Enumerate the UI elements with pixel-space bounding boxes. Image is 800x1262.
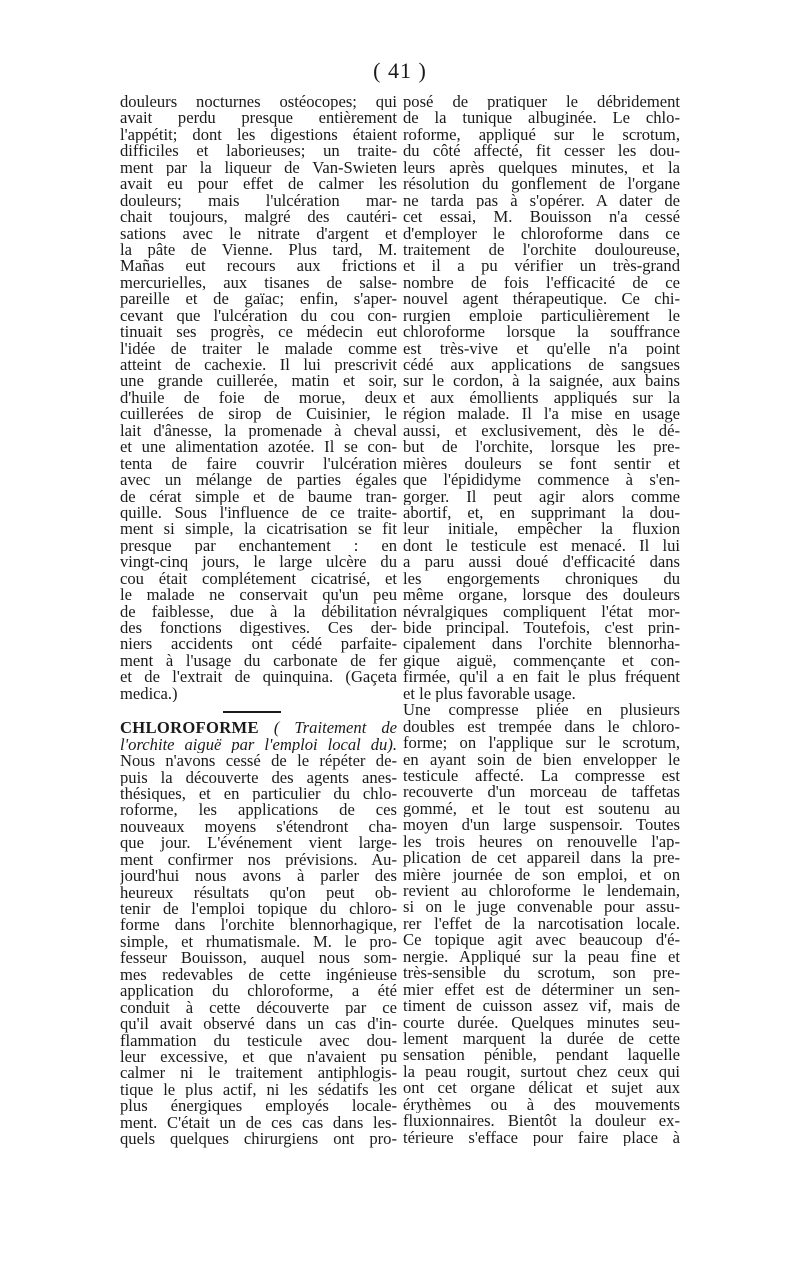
text-line: nouvel agent thérapeutique. Ce chi-: [403, 291, 680, 308]
text-line: ment à l'usage du carbonate de fer: [120, 652, 397, 670]
text-line: gique aiguë, commençante et con-: [403, 652, 680, 670]
text-line: atteint de cachexie. Il lui prescrivit: [120, 357, 397, 374]
page-number: ( 41 ): [373, 58, 427, 83]
text-line: ment par la liqueur de Van-Swieten: [120, 159, 397, 177]
text-line: lait d'ânesse, la promenade à cheval: [120, 422, 397, 440]
text-line: heureux résultats qu'on peut ob-: [120, 884, 397, 901]
text-line: même organe, lorsque des douleurs: [403, 587, 680, 604]
text-line: douleurs; mais l'ulcération mar-: [120, 192, 397, 210]
text-line: moyen d'un large suspensoir. Toutes: [403, 817, 680, 834]
text-line: ment si simple, la cicatrisation se fit: [120, 521, 397, 538]
text-line: nergie. Appliqué sur la peau fine et: [403, 948, 680, 966]
text-line: du côté affecté, fit cesser les dou-: [403, 143, 680, 160]
text-line: jourd'hui nous avons à parler des: [120, 868, 397, 885]
text-line: de faiblesse, due à la débilitation: [120, 603, 397, 620]
section-divider-rule: [223, 711, 281, 713]
text-line: tique le plus actif, ni les sédatifs les: [120, 1081, 397, 1099]
text-line: cet essai, M. Bouisson n'a cessé: [403, 209, 680, 226]
text-line: ne tarda pas à s'opérer. A dater de: [403, 192, 680, 210]
text-line: et le plus favorable usage.: [403, 685, 576, 703]
text-line: dont le testicule est menacé. Il lui: [403, 537, 680, 555]
text-line: application du chloroforme, a été: [120, 983, 397, 1000]
text-line: forme dans l'orchite blennorhagique,: [120, 917, 397, 934]
text-line: roforme, appliqué sur le scrotum,: [403, 126, 680, 144]
text-line: très-sensible du scrotum, son pre-: [403, 965, 680, 982]
text-line: roforme, les applications de ces: [120, 802, 397, 819]
text-line: plus énergiques employés locale-: [120, 1098, 397, 1115]
text-line: vingt-cinq jours, le large ulcère du: [120, 554, 397, 571]
text-line: que l'épididyme commence à s'en-: [403, 472, 680, 489]
text-line: le malade ne conservait qu'un peu: [120, 587, 397, 604]
text-line: nombre de fois l'efficacité de ce: [403, 274, 680, 292]
text-line: plication de cet appareil dans la pre-: [403, 850, 680, 867]
text-line: fluxionnaires. Bientôt la douleur ex-: [403, 1113, 680, 1130]
text-line: forme; on l'applique sur le scrotum,: [403, 735, 680, 752]
text-line: conduit à cette découverte par ce: [120, 999, 397, 1017]
text-line: Nous n'avons cessé de le répéter de-: [120, 753, 397, 770]
text-line: et de l'extrait de quinquina. (Gaçeta: [120, 669, 397, 686]
text-line: firmée, qu'il a en fait le plus fréquent: [403, 669, 680, 686]
text-line: la peau rougit, surtout chez ceux qui: [403, 1063, 680, 1081]
text-line: sations avec le nitrate d'argent et: [120, 225, 397, 242]
text-line: avec un mélange de parties égales: [120, 472, 397, 489]
text-line: niers accidents ont cédé parfaite-: [120, 636, 397, 653]
text-line: térieure s'efface pour faire place à: [403, 1129, 680, 1146]
text-line: rurgien emploie particulièrement le: [403, 307, 680, 325]
text-line: rer l'effet de la narcotisation locale.: [403, 915, 680, 933]
text-line: presque par enchantement : en: [120, 537, 397, 555]
text-line: difficiles et laborieuses; un traite-: [120, 143, 397, 160]
text-line: quille. Sous l'influence de ce traite-: [120, 504, 397, 522]
text-line: aussi, et exclusivement, dès le dé-: [403, 422, 680, 440]
text-line: douleurs nocturnes ostéocopes; qui: [120, 94, 397, 111]
text-line: qu'il avait observé dans un cas d'in-: [120, 1016, 397, 1033]
text-line: traitement de l'orchite douloureuse,: [403, 241, 680, 259]
text-line: mière journée de son emploi, et on: [403, 866, 680, 883]
text-line: bide principal. Toutefois, c'est prin-: [403, 620, 680, 637]
text-line: des fonctions digestives. Ces der-: [120, 620, 397, 637]
text-line: testicule affecté. La compresse est: [403, 767, 680, 785]
text-line: nouveaux moyens s'étendront cha-: [120, 818, 397, 836]
text-line: leurs après quelques minutes, et la: [403, 159, 680, 177]
text-line: et il a pu vérifier un très-grand: [403, 258, 680, 275]
text-line: calmer ni le traitement antiphlogis-: [120, 1065, 397, 1082]
text-line: pareille et de gaïac; enfin, s'aper-: [120, 291, 397, 308]
right-paragraphs: [403, 94, 680, 1146]
text-line: cédé aux applications de sangsues: [403, 357, 680, 374]
section-heading-subtitle: ( Traitement de: [258, 720, 397, 737]
text-line: ment. C'était un de ces cas dans les-: [120, 1114, 397, 1132]
text-line: la pâte de Vienne. Plus tard, M.: [120, 241, 397, 259]
text-line: fesseur Bouisson, auquel nous som-: [120, 950, 397, 967]
text-line: Ce topique agit avec beaucoup d'é-: [403, 932, 680, 949]
text-line: revient au chloroforme le lendemain,: [403, 883, 680, 900]
section-heading-line: [120, 720, 397, 736]
text-line: les engorgements chroniques du: [403, 570, 680, 588]
text-line: érythèmes ou à des mouvements: [403, 1096, 680, 1114]
text-line: but de l'orchite, lorsque les pre-: [403, 439, 680, 456]
text-line: cevant que l'ulcération du cou con-: [120, 307, 397, 325]
right-column: [403, 94, 680, 1146]
text-line: Une compresse pliée en plusieurs: [403, 702, 680, 719]
text-line: sur le cordon, à la saignée, aux bains: [403, 373, 680, 390]
text-line: sensation pénible, pendant laquelle: [403, 1047, 680, 1064]
text-line: en ayant soin de bien envelopper le: [403, 751, 680, 768]
text-line: tenta de faire couvrir l'ulcération: [120, 455, 397, 473]
text-line: névralgiques compliquent l'état mor-: [403, 603, 680, 620]
text-line: de cérat simple et de baume tran-: [120, 488, 397, 505]
text-line: mes redevables de cette ingénieuse: [120, 966, 397, 984]
text-line: est très-vive et qu'elle n'a point: [403, 340, 680, 357]
section-heading: CHLOROFORME: [120, 720, 259, 737]
section-heading-subtitle-cont: l'orchite aiguë par l'emploi local du).: [120, 736, 397, 754]
left-paragraph-chloroforme: [120, 753, 397, 1148]
text-line: gommé, et le tout est soutenu au: [403, 800, 680, 818]
text-line: tinuait ses progrès, ce médecin eut: [120, 324, 397, 341]
text-line: et une alimentation azotée. Il se con-: [120, 439, 397, 456]
text-line: flammation du testicule avec dou-: [120, 1032, 397, 1049]
text-line: mier effet est de déterminer un sen-: [403, 981, 680, 999]
text-line: leur initiale, empêcher la fluxion: [403, 521, 680, 538]
text-line: Mañas eut recours aux frictions: [120, 258, 397, 275]
text-line: leur excessive, et que n'avaient pu: [120, 1048, 397, 1066]
text-line: doubles est trempée dans le chloro-: [403, 718, 680, 736]
text-line: mières douleurs se font sentir et: [403, 455, 680, 473]
left-column: [120, 94, 397, 1148]
text-line: d'employer le chloroforme dans ce: [403, 225, 680, 242]
text-line: tenir de l'emploi topique du chloro-: [120, 901, 397, 918]
text-line: abortif, et, en supprimant la dou-: [403, 504, 680, 522]
text-line: de la tunique albuginée. Le chlo-: [403, 110, 680, 127]
text-line: les trois heures on renouvelle l'ap-: [403, 833, 680, 851]
text-line: chloroforme lorsque la souffrance: [403, 324, 680, 341]
left-paragraph-continued: [120, 94, 397, 702]
text-line: gorger. Il peut agir alors comme: [403, 488, 680, 505]
text-line: d'huile de foie de morue, deux: [120, 389, 397, 407]
text-line: cou était complétement cicatrisé, et: [120, 570, 397, 588]
text-line: chait toujours, malgré des cautéri-: [120, 209, 397, 226]
text-line: avait eu pour effet de calmer les: [120, 176, 397, 193]
text-line: cuillerées de sirop de Cuisinier, le: [120, 406, 397, 423]
text-line: courte durée. Quelques minutes seu-: [403, 1014, 680, 1031]
text-line: quels quelques chirurgiens ont pro-: [120, 1131, 397, 1148]
text-line: si on le juge convenable pour assu-: [403, 899, 680, 916]
text-line: et aux émollients appliqués sur la: [403, 389, 680, 407]
text-line: posé de pratiquer le débridement: [403, 94, 680, 111]
text-line: l'appétit; dont les digestions étaient: [120, 126, 397, 144]
text-line: thésiques, et en particulier du chlo-: [120, 785, 397, 803]
text-line: une grande cuillerée, matin et soir,: [120, 373, 397, 390]
text-line: l'idée de traiter le malade comme: [120, 340, 397, 357]
text-line: lement marquent la durée de cette: [403, 1030, 680, 1048]
text-line: timent de cuisson assez vif, mais de: [403, 998, 680, 1015]
text-line: puis la découverte des agents anes-: [120, 769, 397, 786]
text-line: ont cet organe délicat et sujet aux: [403, 1080, 680, 1097]
text-line: ment confirmer nos prévisions. Au-: [120, 851, 397, 869]
text-line: avait perdu presque entièrement: [120, 110, 397, 127]
text-line: mercurielles, aux tisanes de salse-: [120, 274, 397, 292]
text-line: medica.): [120, 685, 178, 703]
text-line: simple, et rhumatismale. M. le pro-: [120, 933, 397, 951]
text-line: cipalement dans l'orchite blennorha-: [403, 636, 680, 653]
text-line: a paru aussi doué d'efficacité dans: [403, 554, 680, 571]
text-line: résolution du gonflement de l'organe: [403, 176, 680, 193]
text-line: recouverte d'un morceau de taffetas: [403, 784, 680, 801]
text-line: région malade. Il l'a mise en usage: [403, 406, 680, 423]
text-line: que jour. L'événement vient large-: [120, 835, 397, 852]
